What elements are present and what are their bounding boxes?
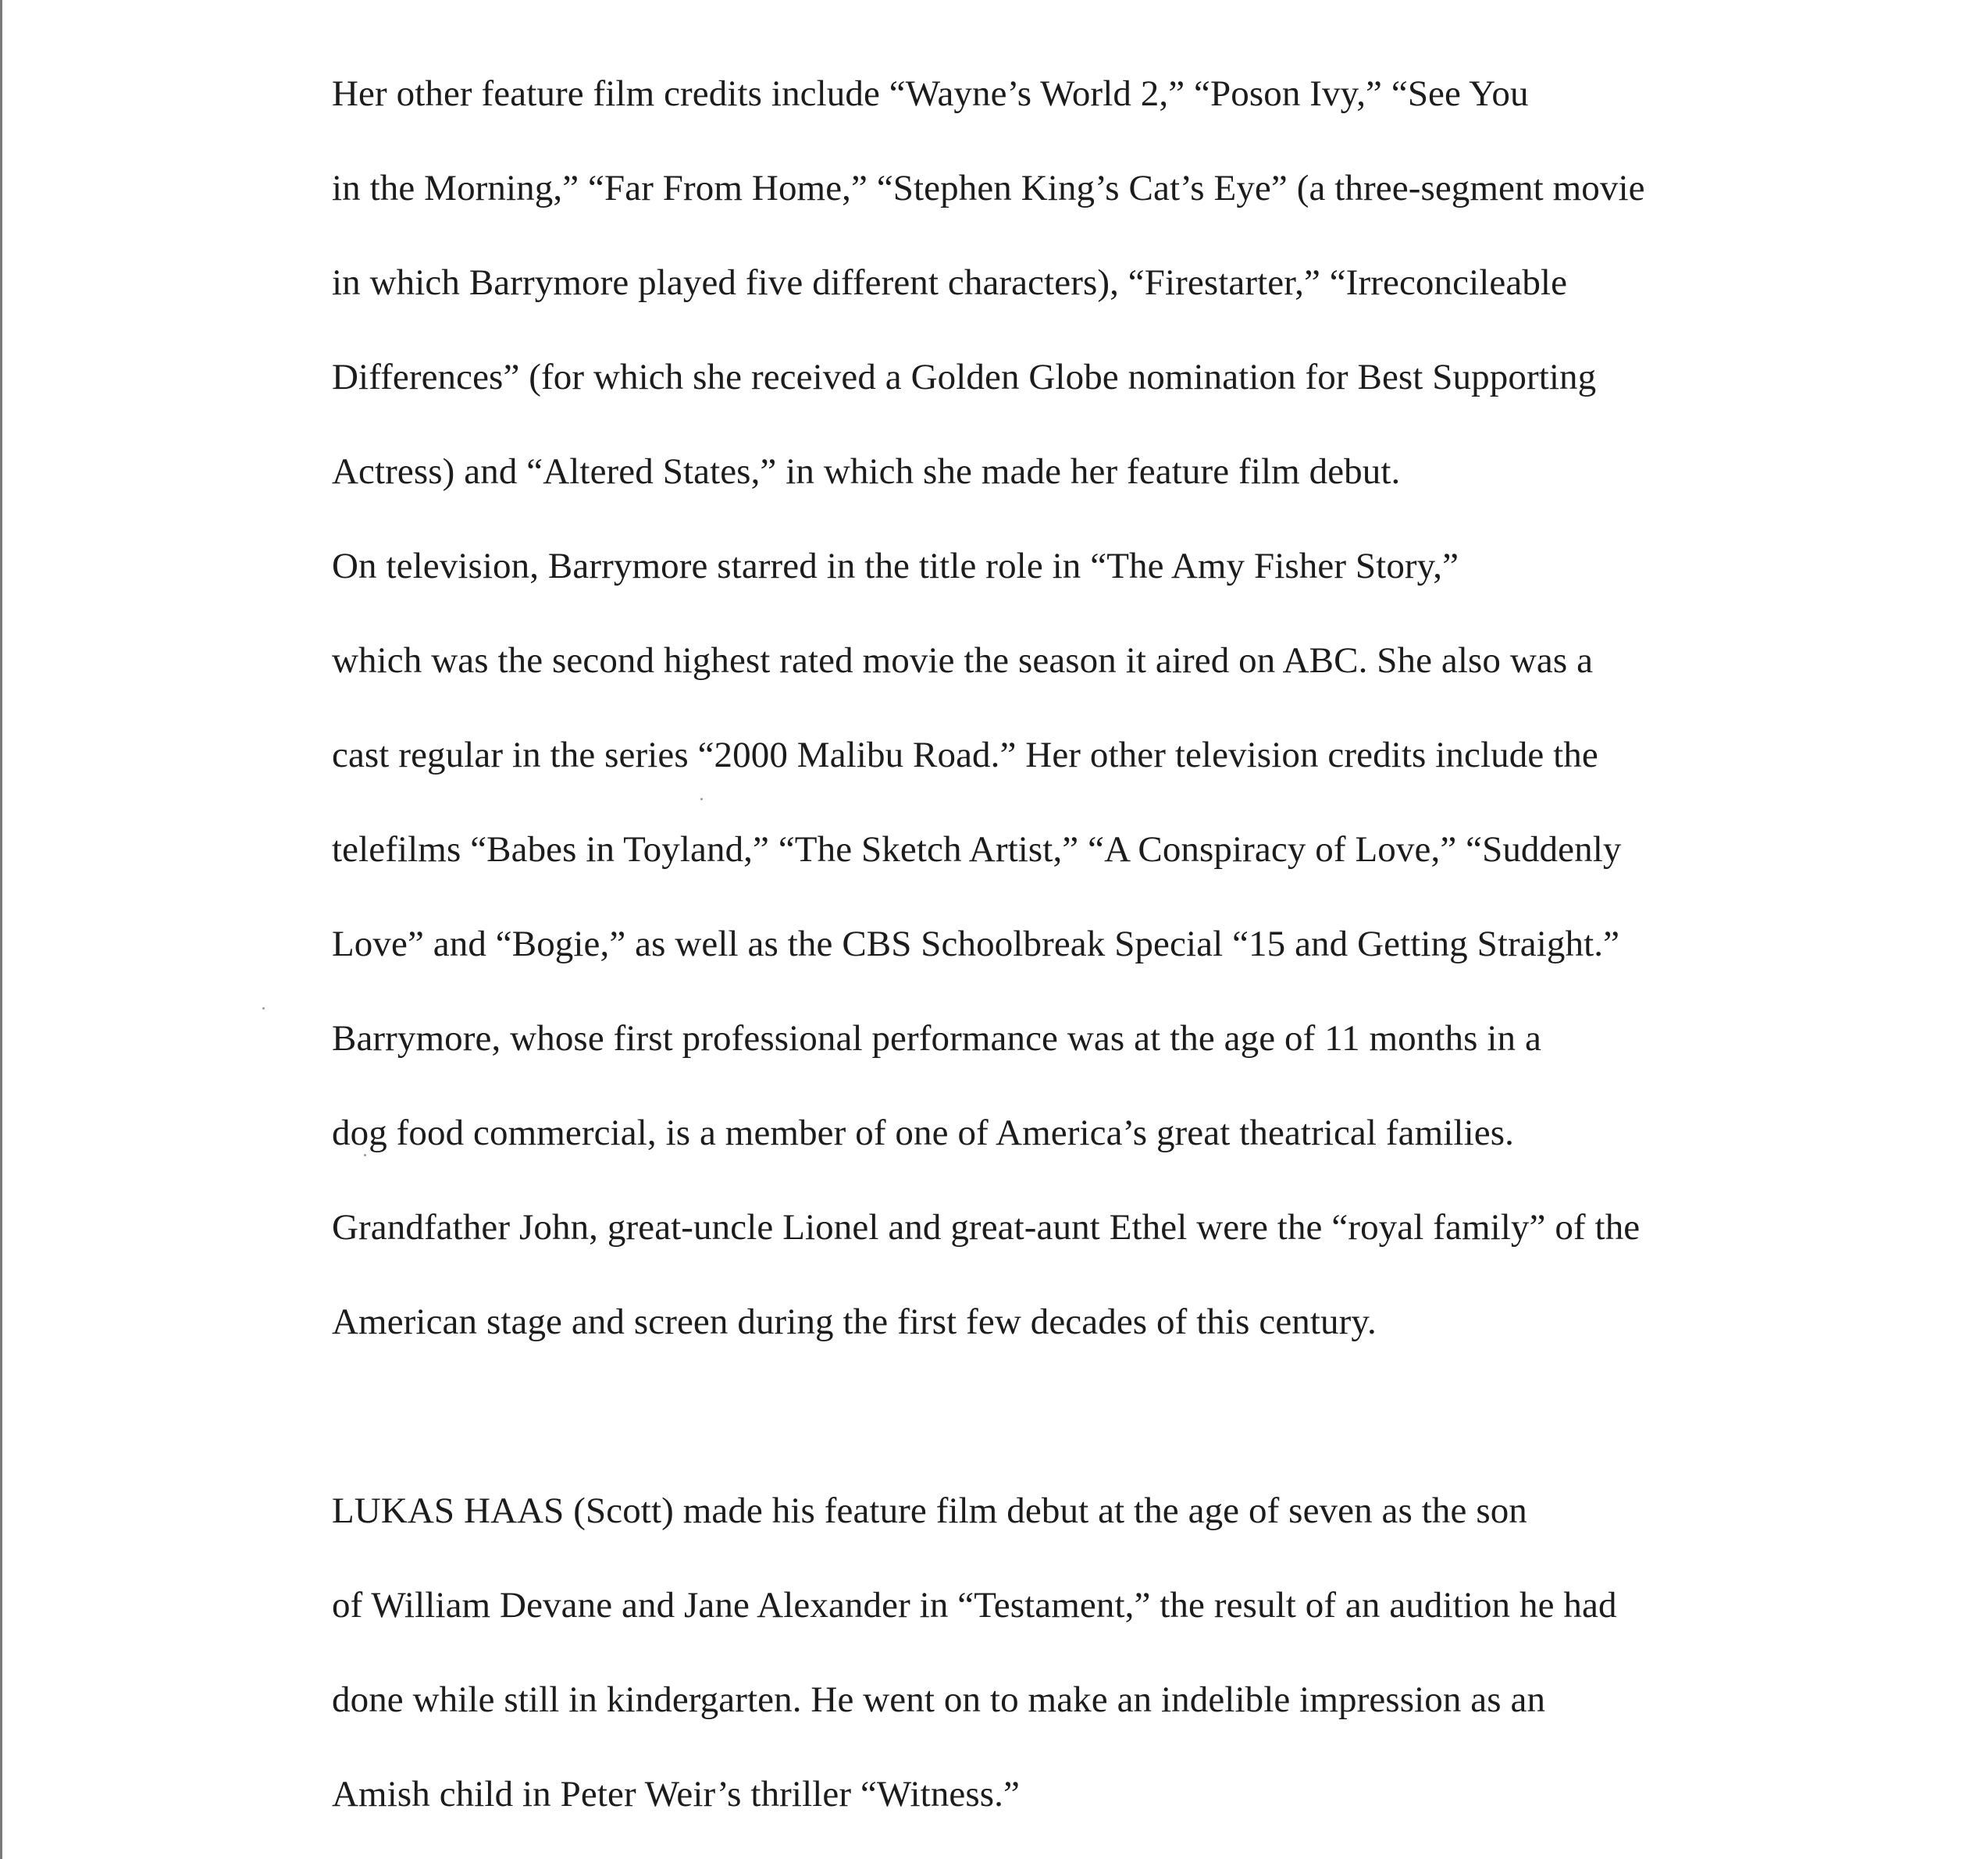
text-line: Her other feature film credits include “Wayne’s World 2,” “Poson Ivy,” “See You xyxy=(332,73,1529,114)
text-line: dog food commercial, is a member of one of America’s great theatrical families. xyxy=(332,1113,1514,1153)
text-line: Actress) and “Altered States,” in which she made her feature film debut. xyxy=(332,451,1401,492)
text-line: American stage and screen during the first few decades of this century. xyxy=(332,1302,1377,1342)
scan-speck xyxy=(262,1007,265,1010)
text-line: cast regular in the series “2000 Malibu Road.” Her other television credits include the xyxy=(332,735,1598,775)
paragraph-film-credits xyxy=(332,47,1776,519)
text-line: in the Morning,” “Far From Home,” “Stephen King’s Cat’s Eye” (a three-segment movie xyxy=(332,168,1645,208)
text-line: Differences” (for which she received a Golden Globe nomination for Best Supporting xyxy=(332,357,1597,397)
text-line: which was the second highest rated movie the season it aired on ABC. She also was a xyxy=(332,640,1594,681)
text-line: done while still in kindergarten. He went on to make an indelible impression as an xyxy=(332,1679,1546,1720)
paragraph-lukas-haas xyxy=(332,1464,1776,1842)
section-gap xyxy=(332,1369,1776,1464)
text-line: Barrymore, whose first professional performance was at the age of 11 months in a xyxy=(332,1018,1541,1059)
text-line: On television, Barrymore starred in the title role in “The Amy Fisher Story,” xyxy=(332,546,1459,586)
text-line: in which Barrymore played five different characters), “Firestarter,” “Irreconcileable xyxy=(332,262,1568,303)
text-line: Love” and “Bogie,” as well as the CBS Schoolbreak Special “15 and Getting Straight.” xyxy=(332,924,1620,964)
paragraph-television xyxy=(332,519,1776,992)
page-left-edge xyxy=(0,0,2,1859)
text-line: LUKAS HAAS (Scott) made his feature film debut at the age of seven as the son xyxy=(332,1490,1527,1531)
text-line: of William Devane and Jane Alexander in “Testament,” the result of an audition he had xyxy=(332,1585,1617,1626)
document-body xyxy=(332,47,1776,1842)
paragraph-family xyxy=(332,992,1776,1369)
text-line: Amish child in Peter Weir’s thriller “Witness.” xyxy=(332,1774,1020,1814)
text-line: telefilms “Babes in Toyland,” “The Sketch Artist,” “A Conspiracy of Love,” “Suddenly xyxy=(332,829,1622,870)
text-line: Grandfather John, great-uncle Lionel and great-aunt Ethel were the “royal family” of the xyxy=(332,1207,1641,1248)
